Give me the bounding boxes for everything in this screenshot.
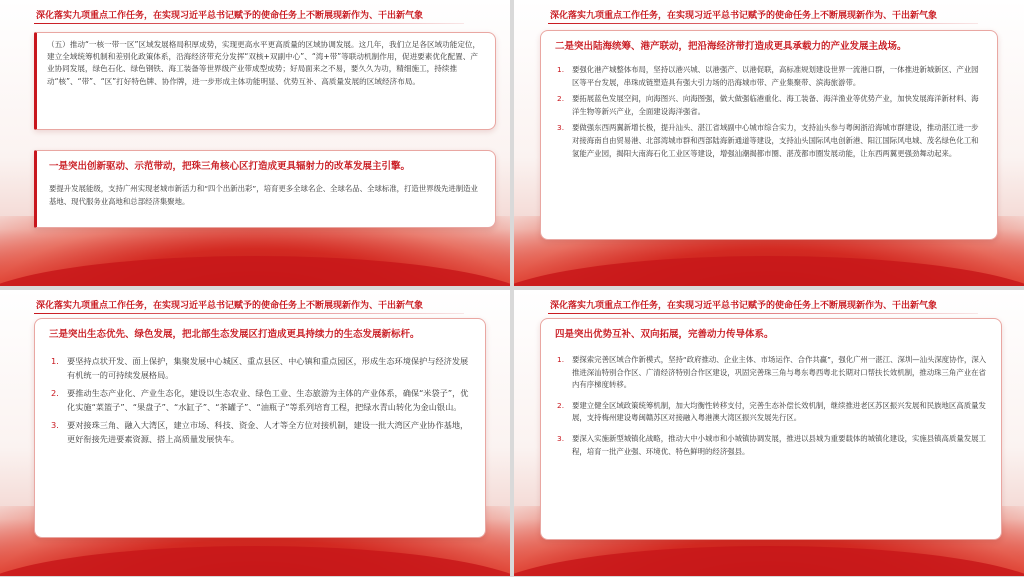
slide-header: 深化落实九项重点工作任务，在实现习近平总书记赋予的使命任务上不断展现新作为、干出新气象 [550,11,938,21]
slide-4 [514,290,1024,576]
slide-1 [0,0,510,286]
section-text: （五）推动“一核一带一区”区域发展格局积厚成势，实现更高水平更高质量的区域协调发展。这几年，我们立足各区域功能定位，建立全域统筹机制和差别化政策体系，沿海经济带充分发挥“双核+双副中心”、“湾+带”等联动机制作用，促进要素优化配置、产业协同发展，绿色石化、绿色钢铁、海工装备等世界级产业带成型成势；好局面来之不易，要久久为功，精细施工，持续推动“核”、“带”、“区”打好特色牌、协作牌，进一步形成主体功能明显、优势互补、高质量发展的区域经济布局。 [47,40,481,86]
item-text: 要强化港产城整体布局，坚持以港兴城、以港强产、以港促联，高标准规划建设世界一流港口群，一体推进新城新区、产业园区等平台发展，串珠成链塑造具有强大引力场的沿海城市带、产业集聚带、滨海旅游带。 [572,65,979,87]
slide-header: 深化落实九项重点工作任务，在实现习近平总书记赋予的使命任务上不断展现新作为、干出新气象 [36,301,424,311]
section-card [34,32,496,130]
slide-header: 深化落实九项重点工作任务，在实现习近平总书记赋予的使命任务上不断展现新作为、干出新气象 [550,301,938,311]
header-divider [548,23,978,24]
point-card [34,318,486,538]
header-divider [548,313,978,314]
header-divider [34,313,464,314]
slide-header: 深化落实九项重点工作任务，在实现习近平总书记赋予的使命任务上不断展现新作为、干出新气象 [36,11,424,21]
list-item [555,122,985,160]
point-title: 二是突出陆海统筹、港产联动，把沿海经济带打造成更具承载力的产业发展主战场。 [555,41,907,52]
item-number: 1. [557,65,565,74]
item-text: 要推动生态产业化、产业生态化，建设以生态农业、绿色工业、生态旅游为主体的产业体系，确保“米袋子”，优化实施“菜篮子”、“果盘子”、“水缸子”、“茶罐子”、“油瓶子”等系列培育工程，把绿水青山转化为金山银山。 [67,387,469,413]
slide-3 [0,290,510,576]
item-text: 要坚持点状开发、面上保护，集聚发展中心城区、重点县区、中心镇和重点园区，形成生态环境保护与经济发展有机统一的可持续发展格局。 [67,356,469,381]
point-card [34,150,496,228]
item-text: 要拓展蓝色发展空间，向海图兴、向海图强，做大做强临港重化、海工装备、海洋渔业等优势产业，加快发展海洋新材料、海洋生物等新兴产业，全面建设海洋强省。 [572,94,979,116]
item-text: 要探索完善区域合作新模式，坚持“政府推动、企业主体、市场运作、合作共赢”，强化广州一湛江、深圳—汕头深度协作，深入推进深汕特别合作区、广清经济特别合作区建设，巩固完善珠三角与粤东粤西粤北长期对口帮扶长效机制，推动珠三角产业在省内有序梯度转移。 [572,355,987,390]
list-item [49,418,473,447]
point-card [540,30,998,240]
item-number: 1. [557,355,565,364]
item-number: 3. [51,419,59,430]
point-card [540,318,1002,540]
slide-2 [514,0,1024,286]
item-text: 要对接珠三角、融入大湾区，建立市场、科技、资金、人才等全方位对接机制，建设一批大湾区产业协作基地，更好衔接先进要素资源、搭上高质量发展快车。 [67,419,469,445]
point-title: 四是突出优势互补、双向拓展，完善动力传导体系。 [555,329,774,340]
item-text: 要建立健全区域政策统筹机制，加大均衡性转移支付，完善生态补偿长效机制，继续推进老区苏区振兴发展和民族地区高质量发展，支持梅州建设粤闽赣苏区对接融入粤港澳大湾区振兴发展先行区。 [572,400,986,423]
point-text: 要提升发展能级，支持广州实现老城市新活力和“四个出新出彩”，培育更多全球名企、全球名品、全球标准，打造世界级先进制造业基地、现代服务业高地和总部经济集聚地。 [49,184,478,206]
list-item [555,93,985,118]
item-number: 2. [557,94,565,104]
item-list [555,64,985,160]
item-list [555,354,989,458]
list-item [555,400,989,425]
point-title: 一是突出创新驱动、示范带动，把珠三角核心区打造成更具辐射力的改革发展主引擎。 [49,161,411,172]
point-title: 三是突出生态优先、绿色发展，把北部生态发展区打造成更具持续力的生态发展新标杆。 [49,329,420,340]
item-number: 2. [51,387,59,398]
list-item [49,386,473,415]
item-number: 1. [51,356,59,366]
item-number: 3. [557,433,565,443]
list-item [555,433,989,458]
item-number: 3. [557,123,565,133]
list-item [555,354,989,392]
item-text: 要深入实施新型城镇化战略，推动大中小城市和小城镇协调发展，推进以县城为重要载体的城镇化建设，实施县镇高质量发展工程，培育一批产业强、环境优、特色鲜明的经济强县。 [572,433,986,456]
list-item [555,64,985,89]
list-item [49,354,473,383]
item-number: 2. [557,400,565,410]
item-list [49,354,473,446]
item-text: 要做强东西两翼新增长极，提升汕头、湛江省域副中心城市综合实力，支持汕头参与粤闽浙沿海城市群建设，推动湛江进一步对接海南自由贸易港、北部湾城市群和西部陆海新通道等建设，支持汕头国际风电创新港、阳江国际风电城、茂名绿色化工和氢能产业园，揭阳大南海石化工业区等建设，增强汕潮揭都市圈、湛茂都市圈发展动能，让东西两翼更强劲舞动起来。 [572,123,979,158]
header-divider [34,23,464,24]
